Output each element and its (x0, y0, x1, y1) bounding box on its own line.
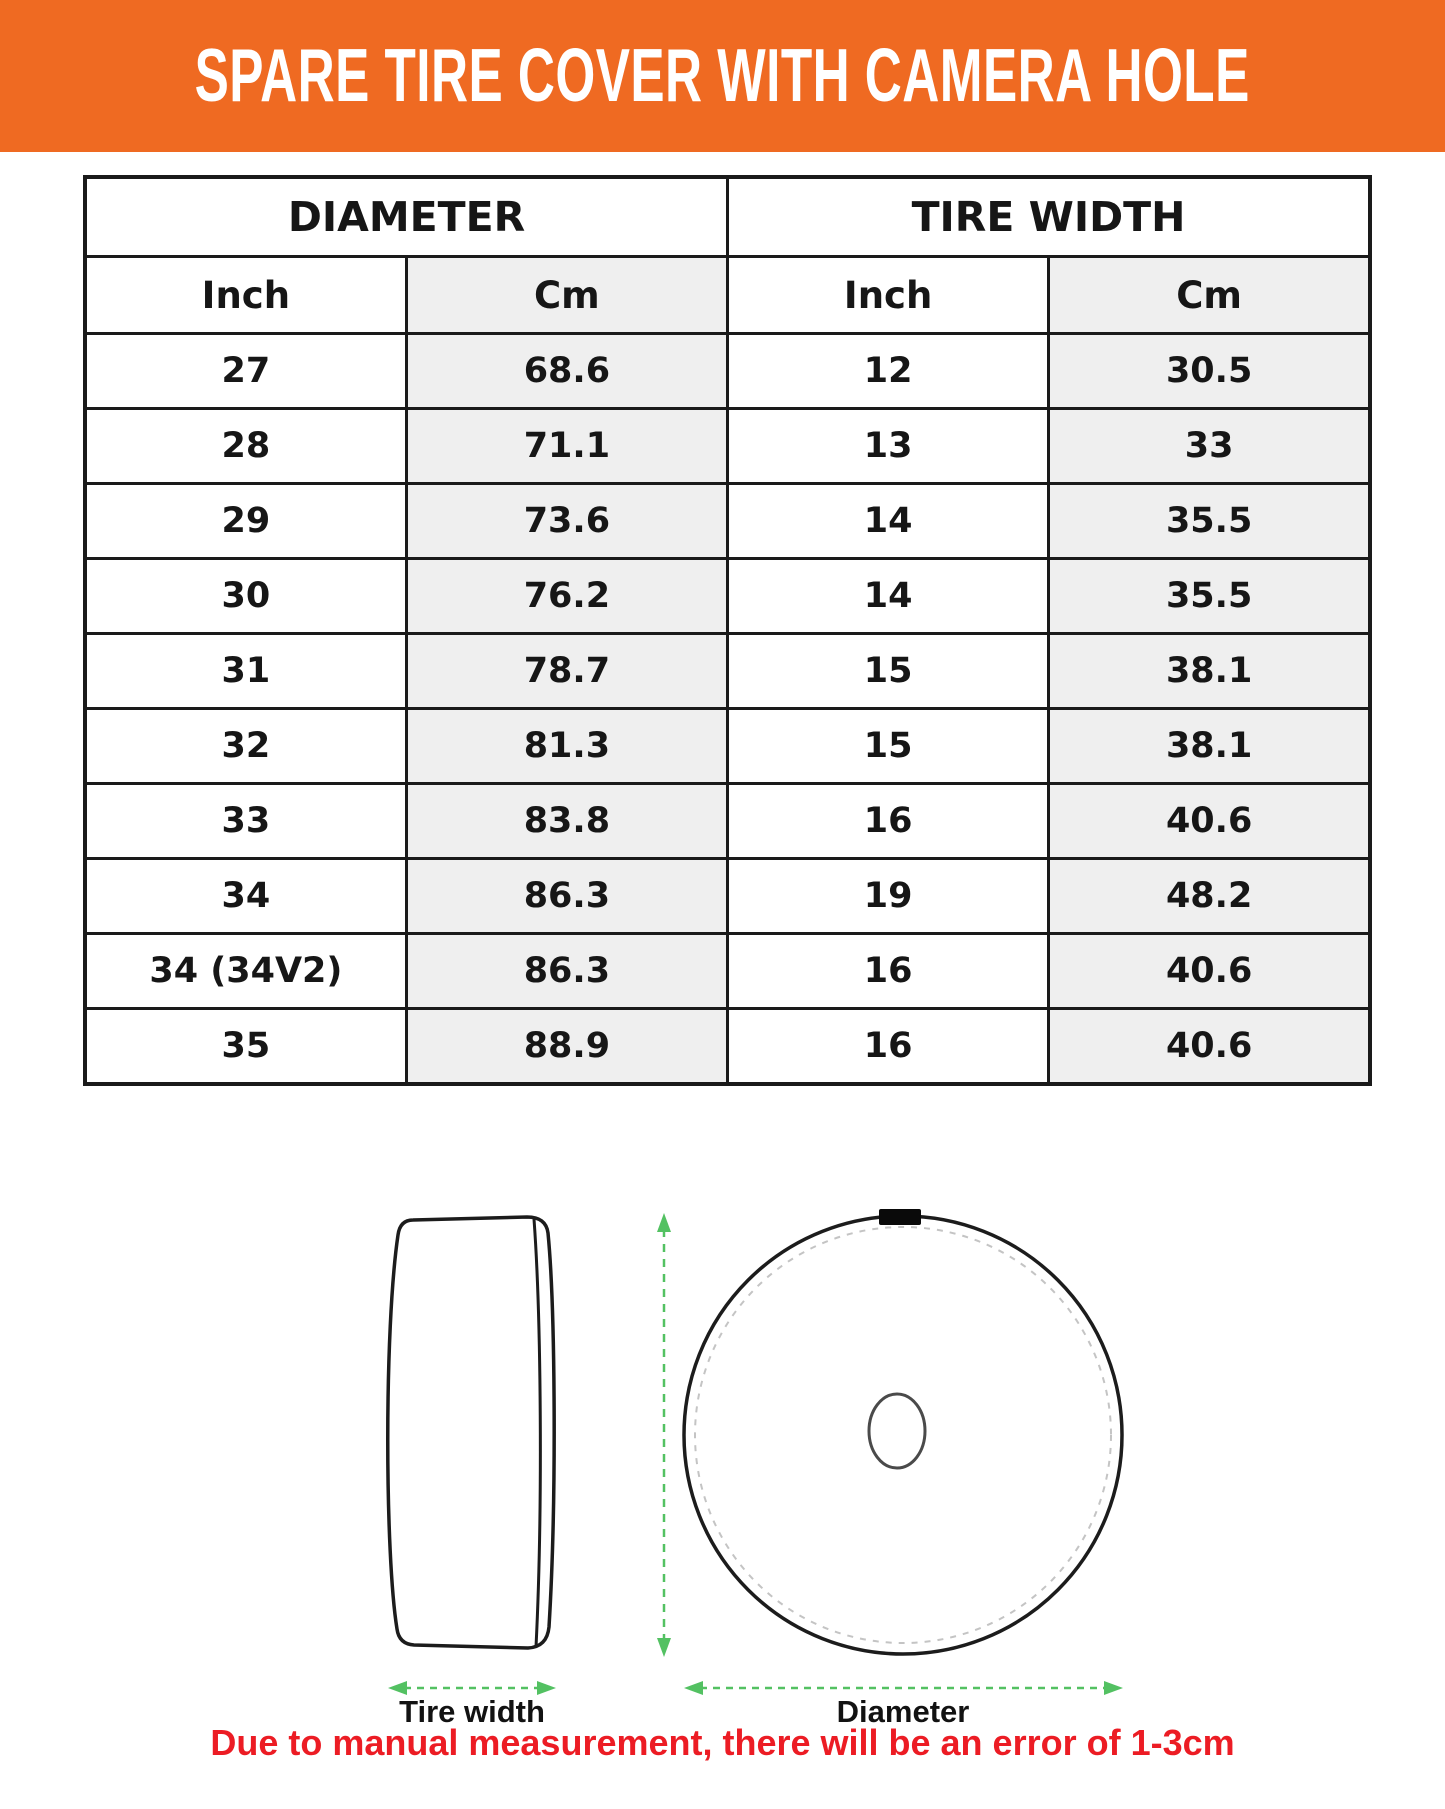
table-group-header-diameter: DIAMETER (85, 177, 728, 257)
table-row (85, 634, 1370, 709)
table-cell: 34 (85, 859, 406, 934)
table-cell: 40.6 (1049, 934, 1370, 1009)
table-cell: 16 (728, 1009, 1049, 1084)
table-cell: 40.6 (1049, 1009, 1370, 1084)
table-group-header-tire-width: TIRE WIDTH (728, 177, 1371, 257)
table-cell: 16 (728, 784, 1049, 859)
table-cell: 38.1 (1049, 709, 1370, 784)
table-row (85, 859, 1370, 934)
table-cell: 34 (34V2) (85, 934, 406, 1009)
table-cell: 16 (728, 934, 1049, 1009)
table-cell: 78.7 (406, 634, 727, 709)
table-cell: 35.5 (1049, 559, 1370, 634)
unit-header-tirewidth-inch: Inch (728, 257, 1049, 334)
measurement-note: Due to manual measurement, there will be an error of 1-3cm (210, 1722, 1235, 1763)
tire-side-view (388, 1217, 554, 1648)
tire-diagram-svg (0, 1165, 1445, 1755)
table-cell: 31 (85, 634, 406, 709)
table-cell: 86.3 (406, 934, 727, 1009)
table-cell: 15 (728, 709, 1049, 784)
table-cell: 29 (85, 484, 406, 559)
table-cell: 14 (728, 484, 1049, 559)
table-row (85, 409, 1370, 484)
table-cell: 86.3 (406, 859, 727, 934)
diameter-vertical-arrow (657, 1213, 671, 1657)
table-group-header-row (85, 177, 1370, 257)
table-cell: 81.3 (406, 709, 727, 784)
table-cell: 71.1 (406, 409, 727, 484)
size-table (83, 175, 1372, 1086)
table-row (85, 334, 1370, 409)
table-unit-header-row (85, 257, 1370, 334)
table-cell: 35.5 (1049, 484, 1370, 559)
table-cell: 32 (85, 709, 406, 784)
size-table-container (83, 175, 1372, 1086)
page-title: SPARE TIRE COVER WITH CAMERA HOLE (194, 33, 1251, 119)
tire-width-arrow (388, 1681, 556, 1695)
table-cell: 30 (85, 559, 406, 634)
table-row (85, 784, 1370, 859)
table-cell: 73.6 (406, 484, 727, 559)
table-cell: 33 (1049, 409, 1370, 484)
unit-header-diameter-cm: Cm (406, 257, 727, 334)
table-cell: 48.2 (1049, 859, 1370, 934)
table-cell: 12 (728, 334, 1049, 409)
table-row (85, 559, 1370, 634)
table-row (85, 484, 1370, 559)
table-cell: 76.2 (406, 559, 727, 634)
camera-hole (869, 1394, 925, 1468)
table-cell: 28 (85, 409, 406, 484)
table-cell: 33 (85, 784, 406, 859)
table-cell: 27 (85, 334, 406, 409)
diameter-arrow (684, 1681, 1123, 1695)
table-row (85, 709, 1370, 784)
diameter-label: Diameter (836, 1694, 970, 1729)
table-cell: 88.9 (406, 1009, 727, 1084)
title-banner (0, 0, 1445, 152)
table-cell: 68.6 (406, 334, 727, 409)
unit-header-tirewidth-cm: Cm (1049, 257, 1370, 334)
size-table-body (85, 334, 1370, 1084)
table-cell: 83.8 (406, 784, 727, 859)
table-row (85, 934, 1370, 1009)
table-cell: 30.5 (1049, 334, 1370, 409)
tire-width-label: Tire width (399, 1694, 545, 1729)
table-row (85, 1009, 1370, 1084)
table-cell: 35 (85, 1009, 406, 1084)
top-marker (879, 1209, 921, 1225)
table-cell: 19 (728, 859, 1049, 934)
table-cell: 40.6 (1049, 784, 1370, 859)
table-cell: 14 (728, 559, 1049, 634)
unit-header-diameter-inch: Inch (85, 257, 406, 334)
tire-front-view (684, 1209, 1122, 1654)
tire-diagram (0, 1165, 1445, 1755)
table-cell: 13 (728, 409, 1049, 484)
table-cell: 38.1 (1049, 634, 1370, 709)
table-cell: 15 (728, 634, 1049, 709)
